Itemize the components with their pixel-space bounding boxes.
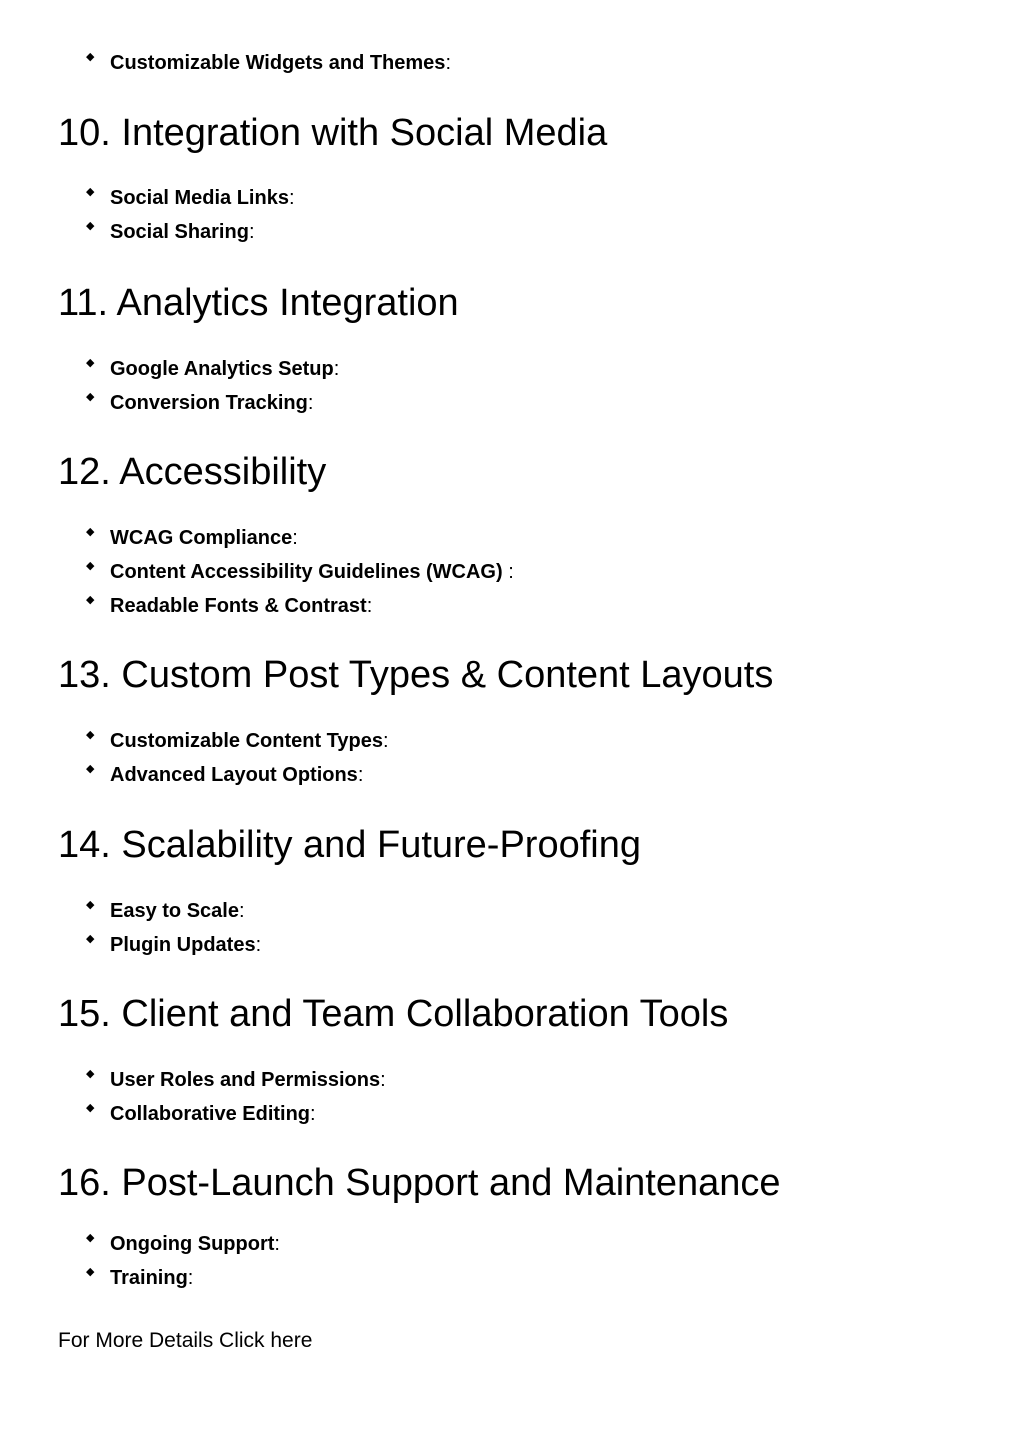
list-item-text: Social Media Links:	[110, 187, 295, 209]
diamond-bullet-icon: ◆	[86, 526, 95, 538]
list-item	[86, 933, 261, 957]
list-item-text: Google Analytics Setup:	[110, 358, 340, 380]
section-heading-10: 10. Integration with Social Media	[58, 112, 608, 154]
list-item-text: Easy to Scale:	[110, 900, 245, 922]
diamond-bullet-icon: ◆	[86, 391, 95, 403]
list-item	[86, 594, 372, 618]
list-item-text: Customizable Widgets and Themes:	[110, 52, 451, 74]
section-heading-11: 11. Analytics Integration	[58, 282, 459, 324]
list-item	[86, 1266, 193, 1290]
diamond-bullet-icon: ◆	[86, 899, 95, 911]
list-item-text: Collaborative Editing:	[110, 1103, 316, 1125]
diamond-bullet-icon: ◆	[86, 1232, 95, 1244]
list-item	[86, 186, 295, 210]
section-heading-16: 16. Post-Launch Support and Maintenance	[58, 1162, 781, 1204]
list-item	[86, 560, 514, 584]
list-item-text: Content Accessibility Guidelines (WCAG) :	[110, 561, 514, 583]
list-item-text: User Roles and Permissions:	[110, 1069, 386, 1091]
section-heading-13: 13. Custom Post Types & Content Layouts	[58, 654, 774, 696]
section-heading-14: 14. Scalability and Future-Proofing	[58, 824, 641, 866]
diamond-bullet-icon: ◆	[86, 220, 95, 232]
diamond-bullet-icon: ◆	[86, 357, 95, 369]
list-item	[86, 391, 313, 415]
diamond-bullet-icon: ◆	[86, 560, 95, 572]
list-item	[86, 1102, 316, 1126]
section-heading-15: 15. Client and Team Collaboration Tools	[58, 993, 729, 1035]
list-item-text: Advanced Layout Options:	[110, 764, 364, 786]
list-item	[86, 763, 363, 787]
list-item	[86, 51, 451, 75]
list-item	[86, 357, 339, 381]
list-item	[86, 220, 255, 244]
list-item-text: Readable Fonts & Contrast:	[110, 595, 373, 617]
list-item-text: Plugin Updates:	[110, 934, 262, 956]
diamond-bullet-icon: ◆	[86, 933, 95, 945]
list-item-text: Social Sharing:	[110, 221, 255, 243]
more-details-link[interactable]: For More Details Click here	[58, 1329, 313, 1352]
list-item	[86, 899, 245, 923]
list-item-text: Ongoing Support:	[110, 1233, 280, 1255]
diamond-bullet-icon: ◆	[86, 594, 95, 606]
diamond-bullet-icon: ◆	[86, 186, 95, 198]
list-item-text: Conversion Tracking:	[110, 392, 314, 414]
list-item-text: WCAG Compliance:	[110, 527, 298, 549]
list-item-text: Training:	[110, 1267, 194, 1289]
diamond-bullet-icon: ◆	[86, 1266, 95, 1278]
list-item	[86, 1068, 386, 1092]
diamond-bullet-icon: ◆	[86, 1068, 95, 1080]
list-item	[86, 729, 389, 753]
list-item	[86, 1232, 280, 1256]
diamond-bullet-icon: ◆	[86, 51, 95, 63]
diamond-bullet-icon: ◆	[86, 729, 95, 741]
list-item	[86, 526, 298, 550]
list-item-text: Customizable Content Types:	[110, 730, 389, 752]
diamond-bullet-icon: ◆	[86, 1102, 95, 1114]
section-heading-12: 12. Accessibility	[58, 451, 327, 493]
diamond-bullet-icon: ◆	[86, 763, 95, 775]
